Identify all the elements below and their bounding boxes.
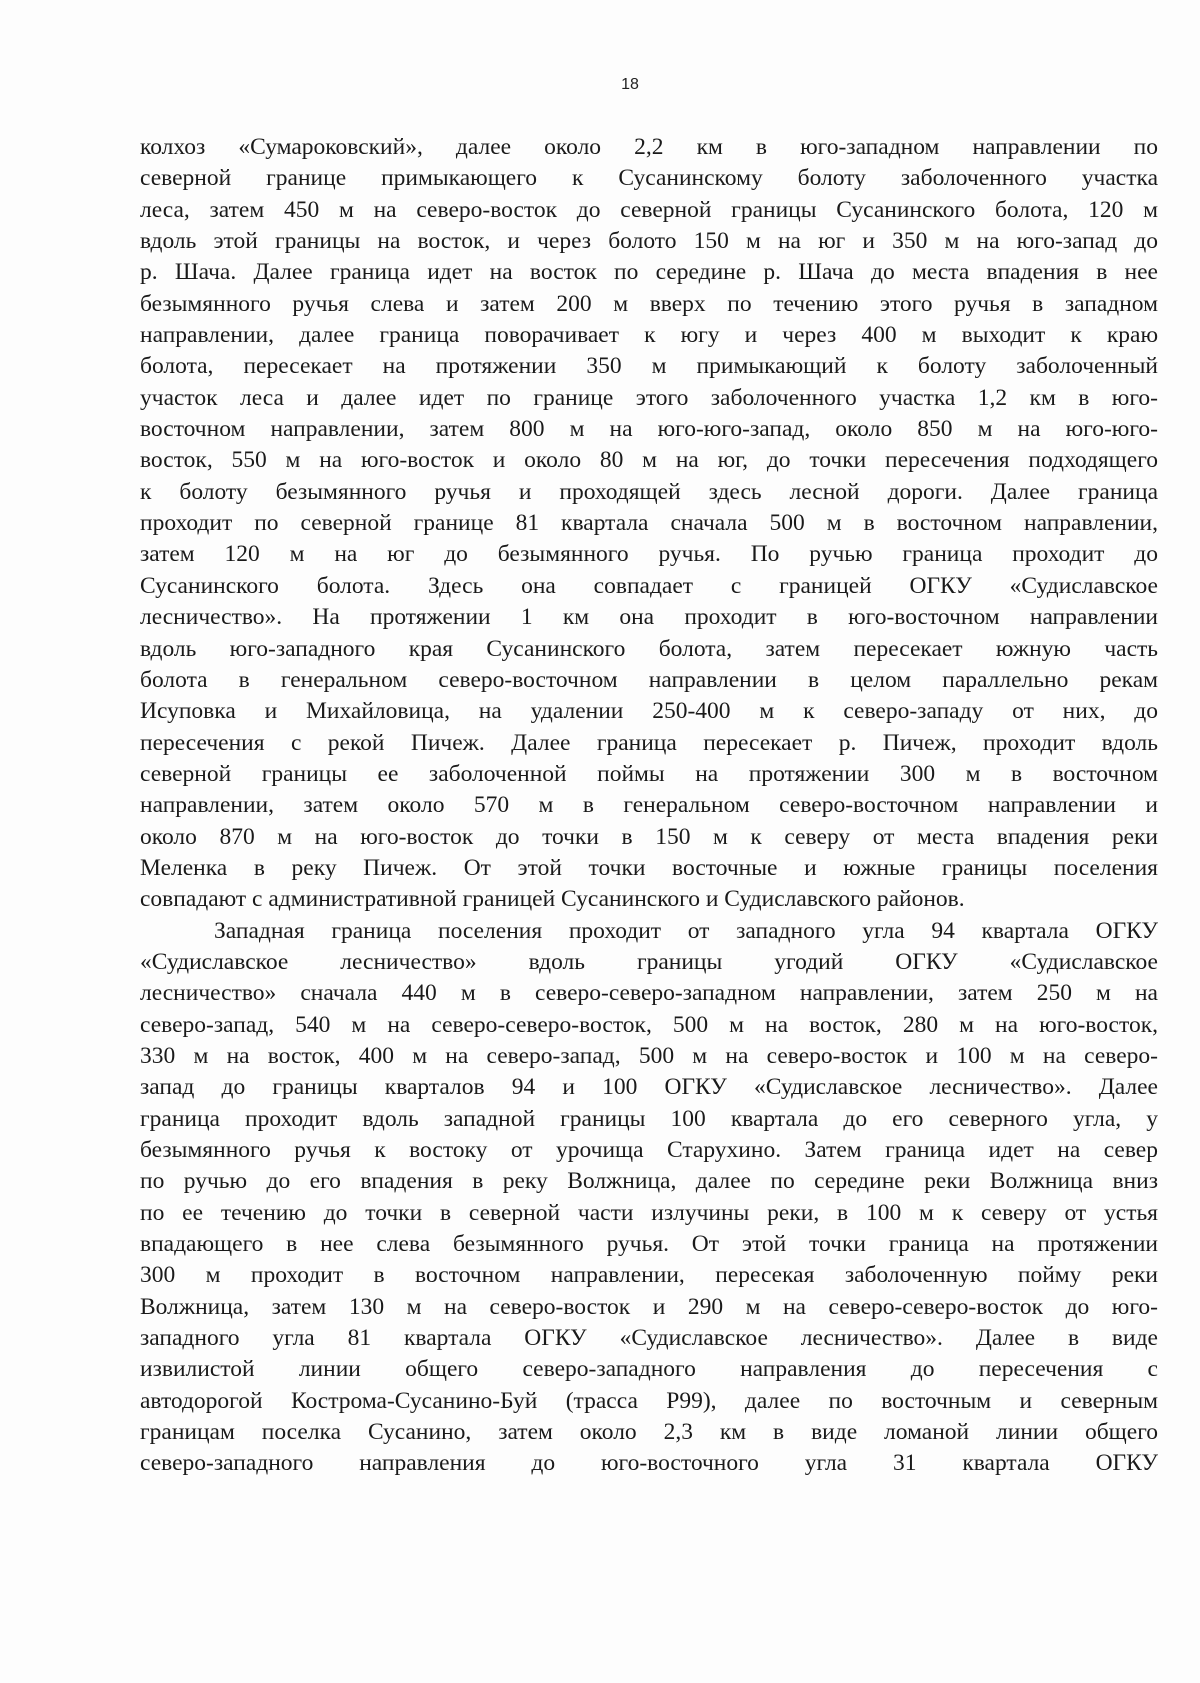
text-line: северо-западного направления до юго-восточного угла 31 квартала ОГКУ <box>140 1450 1158 1477</box>
text-line: извилистой линии общего северо-западного направления до пересечения с <box>140 1356 1158 1383</box>
text-line: вдоль юго-западного края Сусанинского болота, затем пересекает южную часть <box>140 635 1158 662</box>
text-line: леса, затем 450 м на северо-восток до северной границы Сусанинского болота, 120 м <box>140 196 1158 223</box>
text-line: лесничество». На протяжении 1 км она проходит в юго-восточном направлении <box>140 604 1158 631</box>
text-line: по ее течению до точки в северной части излучины реки, в 100 м к северу от устья <box>140 1199 1158 1226</box>
text-line: «Судиславское лесничество» вдоль границы угодий ОГКУ «Судиславское <box>140 948 1158 975</box>
text-line: восток, 550 м на юго-восток и около 80 м на юг, до точки пересечения подходящего <box>140 447 1158 474</box>
text-line: безымянного ручья слева и затем 200 м вверх по течению этого ручья в западном <box>140 290 1158 317</box>
text-line: колхоз «Сумароковский», далее около 2,2 км в юго-западном направлении по <box>140 134 1158 160</box>
text-line: направлении, далее граница поворачивает к югу и через 400 м выходит к краю <box>140 322 1158 349</box>
text-line: запад до границы кварталов 94 и 100 ОГКУ «Судиславское лесничество». Далее <box>140 1074 1158 1101</box>
text-line: вдоль этой границы на восток, и через болото 150 м на юг и 350 м на юго-запад до <box>140 228 1158 255</box>
text-line: северо-запад, 540 м на северо-северо-восток, 500 м на восток, 280 м на юго-восток, <box>140 1011 1158 1038</box>
text-line: границам поселка Сусанино, затем около 2,3 км в виде ломаной линии общего <box>140 1419 1158 1446</box>
text-line: лесничество» сначала 440 м в северо-северо-западном направлении, затем 250 м на <box>140 980 1158 1007</box>
text-line: северной границе примыкающего к Сусанинскому болоту заболоченного участка <box>140 165 1158 192</box>
text-line: 330 м на восток, 400 м на северо-запад, 500 м на северо-восток и 100 м на северо- <box>140 1042 1158 1069</box>
page-number: 18 <box>621 76 639 93</box>
text-line: Меленка в реку Пичеж. От этой точки восточные и южные границы поселения <box>140 854 1158 881</box>
paragraph <box>140 132 1158 916</box>
text-line: пересечения с рекой Пичеж. Далее граница пересекает р. Пичеж, проходит вдоль <box>140 729 1158 756</box>
text-line: болота в генеральном северо-восточном направлении в целом параллельно рекам <box>140 666 1158 693</box>
text-line: Западная граница поселения проходит от западного угла 94 квартала ОГКУ <box>214 917 1158 944</box>
text-line: по ручью до его впадения в реку Волжница, далее по середине реки Волжница вниз <box>140 1168 1158 1195</box>
text-line: Сусанинского болота. Здесь она совпадает с границей ОГКУ «Судиславское <box>140 572 1158 599</box>
text-line: р. Шача. Далее граница идет на восток по середине р. Шача до места впадения в нее <box>140 259 1158 286</box>
text-line: 300 м проходит в восточном направлении, пересекая заболоченную пойму реки <box>140 1262 1158 1289</box>
text-line: около 870 м на юго-восток до точки в 150 м к северу от места впадения реки <box>140 823 1158 850</box>
text-line: к болоту безымянного ручья и проходящей здесь лесной дороги. Далее граница <box>140 478 1158 505</box>
text-line: проходит по северной границе 81 квартала сначала 500 м в восточном направлении, <box>140 510 1158 537</box>
text-line: Волжница, затем 130 м на северо-восток и 290 м на северо-северо-восток до юго- <box>140 1293 1158 1320</box>
text-line: участок леса и далее идет по границе этого заболоченного участка 1,2 км в юго- <box>140 384 1158 411</box>
text-line: Исуповка и Михайловица, на удалении 250-400 м к северо-западу от них, до <box>140 698 1158 725</box>
body-text <box>140 132 1158 1480</box>
text-line: болота, пересекает на протяжении 350 м примыкающий к болоту заболоченный <box>140 353 1158 380</box>
text-line: направлении, затем около 570 м в генеральном северо-восточном направлении и <box>140 792 1158 819</box>
text-line: совпадают с административной границей Сусанинского и Судиславского районов. <box>140 886 965 913</box>
text-line: западного угла 81 квартала ОГКУ «Судиславское лесничество». Далее в виде <box>140 1325 1158 1352</box>
text-line: автодорогой Кострома-Сусанино-Буй (трасса Р99), далее по восточным и северным <box>140 1387 1158 1414</box>
text-line: впадающего в нее слева безымянного ручья. От этой точки граница на протяжении <box>140 1231 1158 1258</box>
text-line: затем 120 м на юг до безымянного ручья. По ручью граница проходит до <box>140 541 1158 568</box>
text-line: граница проходит вдоль западной границы 100 квартала до его северного угла, у <box>140 1105 1158 1132</box>
paragraph <box>140 916 1158 1480</box>
text-line: безымянного ручья к востоку от урочища Старухино. Затем граница идет на север <box>140 1137 1158 1163</box>
text-line: северной границы ее заболоченной поймы на протяжении 300 м в восточном <box>140 760 1158 787</box>
text-line: восточном направлении, затем 800 м на юго-юго-запад, около 850 м на юго-юго- <box>140 416 1158 443</box>
